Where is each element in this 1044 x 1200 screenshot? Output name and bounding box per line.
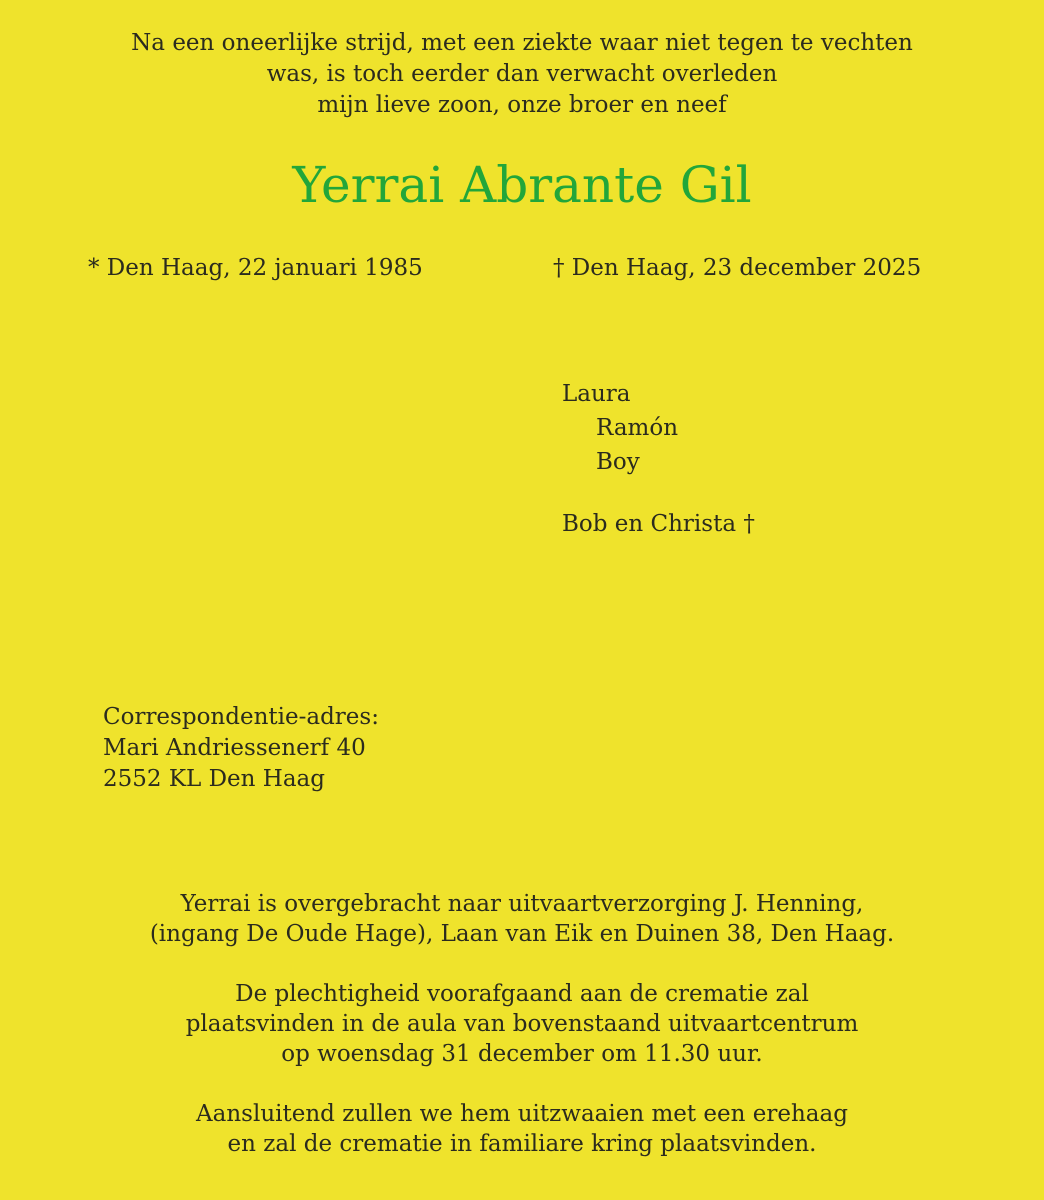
family-list (562, 377, 755, 541)
intro-line: Na een oneerlijke strijd, met een ziekte waar niet tegen te vechten (131, 30, 913, 56)
family-sibling: Ramón (596, 415, 679, 441)
funeral-details (0, 889, 1044, 1159)
paragraph-spacer (0, 1069, 1044, 1099)
deceased-name: Yerrai Abrante Gil (292, 156, 752, 214)
death-date: † Den Haag, 23 december 2025 (553, 255, 922, 281)
birth-date: * Den Haag, 22 januari 1985 (88, 255, 423, 281)
intro-line: was, is toch eerder dan verwacht overleden (266, 61, 778, 87)
funeral-line: Yerrai is overgebracht naar uitvaartverzorging J. Henning, (180, 891, 864, 917)
family-mother: Laura (562, 381, 631, 407)
funeral-line: op woensdag 31 december om 11.30 uur. (281, 1041, 763, 1067)
funeral-line: plaatsvinden in de aula van bovenstaand uitvaartcentrum (185, 1011, 859, 1037)
family-spacer (562, 479, 755, 507)
correspondence-address (103, 702, 379, 795)
funeral-line: De plechtigheid voorafgaand aan de crematie zal (235, 981, 809, 1007)
paragraph-spacer (0, 949, 1044, 979)
family-sibling: Boy (596, 449, 640, 475)
address-street: Mari Andriessenerf 40 (103, 735, 366, 761)
intro-line: mijn lieve zoon, onze broer en neef (317, 92, 727, 118)
funeral-line: Aansluitend zullen we hem uitzwaaien met een erehaag (196, 1101, 848, 1127)
funeral-line: en zal de crematie in familiare kring plaatsvinden. (227, 1131, 817, 1157)
funeral-line: (ingang De Oude Hage), Laan van Eik en Duinen 38, Den Haag. (149, 921, 895, 947)
address-label: Correspondentie-adres: (103, 704, 379, 730)
family-relatives: Bob en Christa † (562, 511, 755, 537)
address-city: 2552 KL Den Haag (103, 766, 325, 792)
intro-text (0, 28, 1044, 121)
